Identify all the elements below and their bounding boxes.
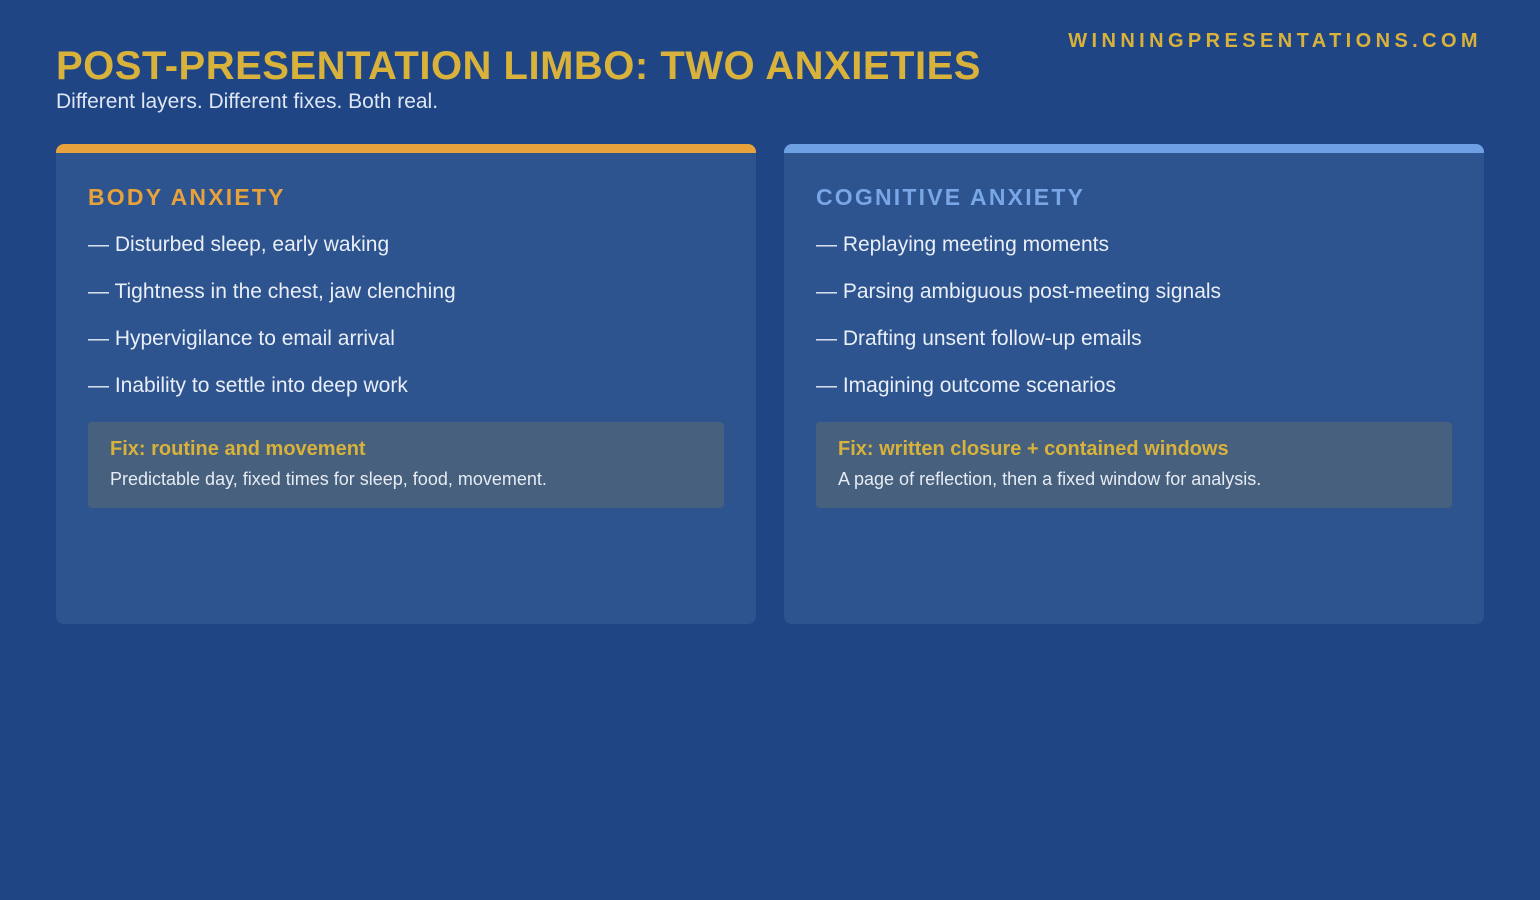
page-subtitle: Different layers. Different fixes. Both real. — [56, 90, 439, 113]
list-item: — Hypervigilance to email arrival — [88, 327, 395, 350]
fix-box — [88, 422, 724, 508]
list-item: — Parsing ambiguous post-meeting signals — [816, 280, 1222, 303]
symptom-list — [88, 221, 724, 409]
cards-container — [56, 144, 1484, 624]
brand-label: WINNINGPRESENTATIONS.COM — [1068, 30, 1482, 52]
list-item: — Inability to settle into deep work — [88, 374, 408, 397]
card-title: BODY ANXIETY — [88, 184, 286, 210]
fix-text: A page of reflection, then a fixed window for analysis. — [838, 469, 1262, 489]
page-title: POST-PRESENTATION LIMBO: TWO ANXIETIES — [56, 44, 981, 88]
list-item: — Disturbed sleep, early waking — [88, 233, 390, 256]
cognitive-anxiety-card — [784, 144, 1484, 624]
list-item: — Replaying meeting moments — [816, 233, 1109, 256]
fix-box — [816, 422, 1452, 508]
symptom-list — [816, 221, 1452, 409]
fix-title: Fix: written closure + contained windows — [838, 438, 1229, 460]
list-item: — Drafting unsent follow-up emails — [816, 327, 1142, 350]
list-item: — Tightness in the chest, jaw clenching — [88, 280, 456, 303]
fix-title: Fix: routine and movement — [110, 438, 366, 460]
fix-text: Predictable day, fixed times for sleep, food, movement. — [110, 469, 547, 489]
list-item: — Imagining outcome scenarios — [816, 374, 1116, 397]
body-anxiety-card — [56, 144, 756, 624]
card-title: COGNITIVE ANXIETY — [816, 184, 1086, 210]
